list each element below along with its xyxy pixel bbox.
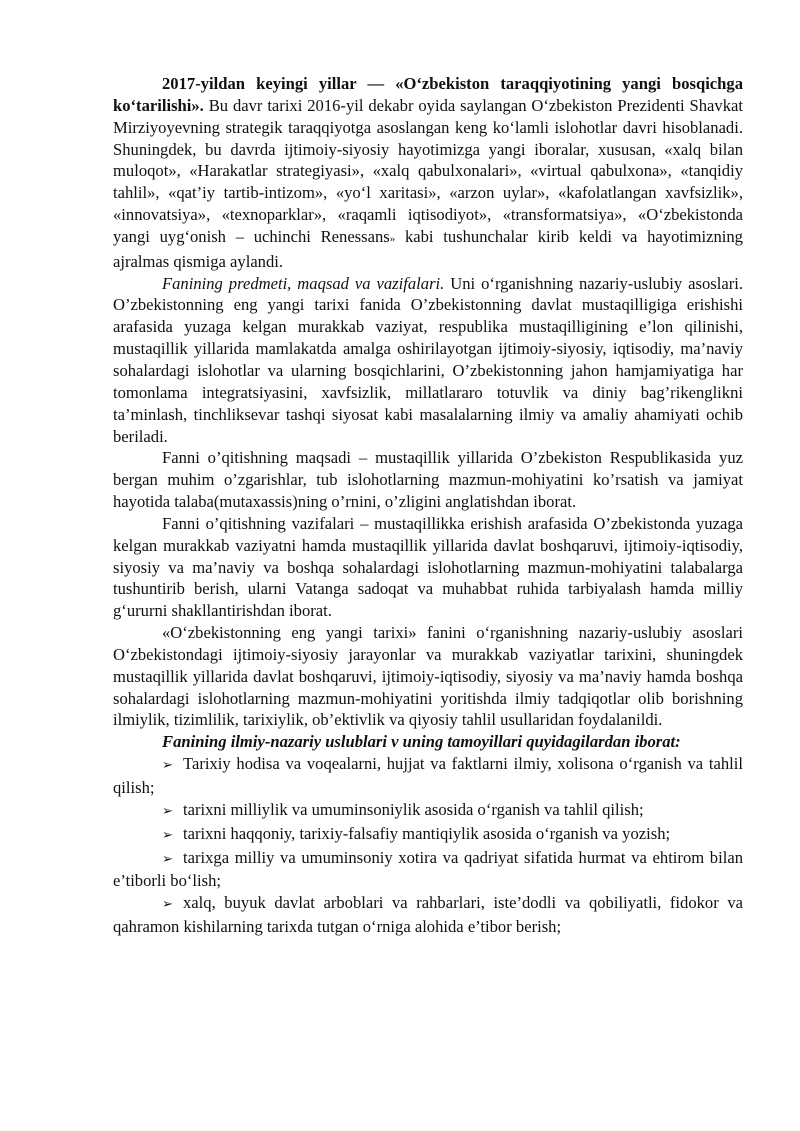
principle-item	[113, 753, 743, 799]
paragraph-methodology: «O‘zbekistonning eng yangi tarixi» fanini o‘rganishning nazariy-uslubiy asoslari O‘zbekistondagi ijtimoiy-siyosiy jarayonlar va murakkab vaziyatlar tarixini, shuningdek mustaqillik yillarida davlat boshqaruvi, ijtimoiy-iqtisodiy, siyosiy va ma’naviy hamda boshqa sohalardagi islohotlarning mazmun-mohiyatini yoritishda ilmiy tadqiqotlar olib borishning ilmiylik, tizimlilik, tarixiylik, ob’ektivlik va qiyosiy tahlil usullaridan foydalanildi.	[113, 623, 743, 730]
arrow-bullet-icon: ➢	[162, 897, 173, 913]
paragraph-subject	[113, 273, 743, 448]
principle-item	[113, 892, 743, 938]
arrow-bullet-icon: ➢	[162, 803, 173, 819]
subject-heading: Fanining predmeti, maqsad va vazifalari.	[162, 273, 445, 293]
principle-text: xalq, buyuk davlat arboblari va rahbarlari, iste’dodli va qobiliyatli, fidokor va qahramon kishilarning tarixda tutgan o‘rniga alohida e’tibor berish;	[113, 893, 743, 937]
arrow-bullet-icon: ➢	[162, 851, 173, 867]
arrow-bullet-icon: ➢	[162, 827, 173, 843]
era-body-b: kabi tushunchalar kirib keldi va hayotimizning ajralmas qismiga aylandi.	[113, 226, 743, 271]
principle-item	[113, 799, 743, 823]
paragraph-era-2017	[113, 73, 743, 273]
subject-body: Uni o‘rganishning nazariy-uslubiy asoslari. O’zbekistonning eng yangi tarixi fanida O’zbekistonning davlat mustaqilligiga erishishi arafasida yuzaga kelgan murakkab vaziyat, respublika mustaqilligining e’lon qilinishi, mustaqillik yillarida mamlakatda amalga oshirilayotgan ijtimoiy-siyosiy, iqtisodiy, ma’naviy sohalardagi islohotlar va ularning bosqichlarini, O’zbekistonning jahon hamjamiyatiga har tomonlama integratsiyasini, xavfsizlik, millatlararo totuvlik va diniy bag’rikenglikni ta’minlash, tinchliksevar tashqi siyosat kabi masalalarning ilmiy va amaliy ahamiyati ochib beriladi.	[113, 273, 743, 446]
era-heading: 2017-yildan keyingi yillar — «O‘zbekiston taraqqiyotining yangi bosqichga ko‘tarilishi».	[113, 74, 743, 115]
principles-heading: Fanining ilmiy-nazariy uslublari v uning tamoyillari quyidagilardan iborat:	[162, 732, 681, 752]
paragraph-tasks: Fanni o’qitishning vazifalari – mustaqillikka erishish arafasida O’zbekistonda yuzaga kelgan murakkab vaziyatni hamda mustaqillik yillarida davlat boshqaruvi, ijtimoiy-iqtisodiy, siyosiy va ma’naviy va boshqa sohalardagi islohotlarning mazmun-mohiyatini talabalarga tushuntirib berish, ularni Vatanga sadoqat va muhabbat ruhida tarbiyalash hamda milliy g‘ururni shakllantirishdan iborat.	[113, 513, 743, 621]
era-body-a: Bu davr tarixi 2016-yil dekabr oyida saylangan O‘zbekiston Prezidenti Shavkat Mirziyoyevning strategik taraqqiyotga asoslangan keng ko‘lamli islohotlar davri hisoblanadi. Shuningdek, bu davrda ijtimoiy-siyosiy hayotimizga yangi iboralar, xususan, «xalq bilan muloqot», «Harakatlar strategiyasi», «xalq qabulxonalari», «virtual qabulxona», «tanqidiy tahlil», «qat’iy tartib-intizom», «yo‘l xaritasi», «arzon uylar», «kafolatlangan xavfsizlik», «innovatsiya», «texnoparklar», «raqamli iqtisodiyot», «transformatsiya», «O‘zbekistonda yangi uyg‘onish – uchinchi Renessans	[113, 95, 743, 246]
principle-text: tarixni haqqoniy, tarixiy-falsafiy mantiqiylik asosida o‘rganish va yozish;	[183, 823, 671, 843]
principle-item	[113, 847, 743, 893]
paragraph-goal: Fanni o’qitishning maqsadi – mustaqillik yillarida O’zbekiston Respublikasida yuz bergan muhim o’zgarishlar, tub islohotlarning mazmun-mohiyatini ko’rsatish va jamiyat hayotida talaba(mutaxassis)ning o’rnini, o’zligini anglatishdan iborat.	[113, 448, 743, 512]
principle-text: Tarixiy hodisa va voqealarni, hujjat va faktlarni ilmiy, xolisona o‘rganish va tahlil qilish;	[113, 754, 743, 797]
principle-item	[113, 823, 743, 847]
principle-text: tarixga milliy va umuminsoniy xotira va qadriyat sifatida hurmat va ehtirom bilan e’tiborli bo‘lish;	[113, 847, 743, 891]
principle-text: tarixni milliylik va umuminsoniylik asosida o‘rganish va tahlil qilish;	[183, 799, 644, 819]
arrow-bullet-icon: ➢	[162, 758, 173, 774]
era-closing-quote: »	[389, 232, 396, 245]
